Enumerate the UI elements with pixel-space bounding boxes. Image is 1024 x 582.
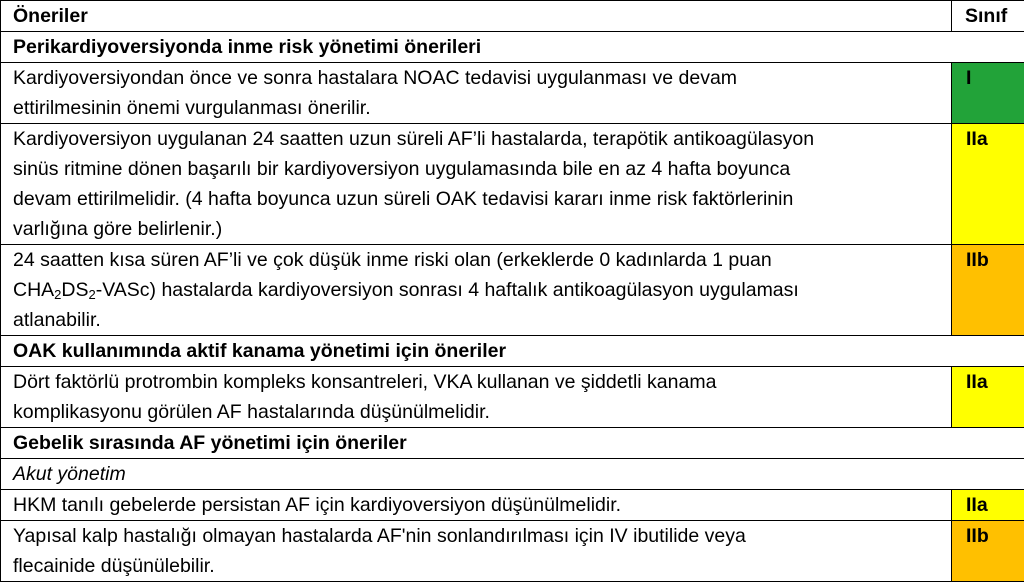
text-line: Dört faktörlü protrombin kompleks konsantreleri, VKA kullanan ve şiddetli kanama [13, 371, 716, 393]
subsection-title: Akut yönetim [1, 459, 1024, 490]
recommendation-row [1, 490, 1024, 521]
text-line: Kardiyoversiyondan önce ve sonra hastalara NOAC tedavisi uygulanması ve devam [13, 67, 737, 89]
section-title-row [1, 428, 1024, 459]
recommendation-row [1, 63, 1024, 124]
text-line: atlanabilir. [13, 309, 101, 331]
subscript: 2 [89, 287, 96, 302]
recommendation-text [1, 63, 952, 124]
text-line: ettirilmesinin önemi vurgulanması önerilir. [13, 97, 371, 119]
class-badge-IIb: IIb [952, 521, 1024, 582]
text-line: sinüs ritmine dönen başarılı bir kardiyoversiyon uygulamasında bile en az 4 hafta boyunca [13, 158, 790, 180]
text-line [13, 279, 799, 301]
header-row [1, 1, 1024, 32]
recommendation-text [1, 124, 952, 245]
section-title-row [1, 32, 1024, 63]
recommendation-row [1, 367, 1024, 428]
score-name-part: DS [61, 279, 88, 301]
text-line: 24 saatten kısa süren AF’li ve çok düşük inme riski olan (erkeklerde 0 kadınlarda 1 puan [13, 249, 772, 271]
subscript: 2 [54, 287, 61, 302]
text-line: devam ettirilmelidir. (4 hafta boyunca uzun süreli OAK tedavisi kararı inme risk faktörlerinin [13, 188, 793, 210]
class-badge-I: I [952, 63, 1024, 124]
section-title: OAK kullanımında aktif kanama yönetimi için öneriler [1, 336, 1024, 367]
recommendation-row [1, 521, 1024, 582]
recommendation-row [1, 124, 1024, 245]
text-line: Yapısal kalp hastalığı olmayan hastalarda AF'nin sonlandırılması için IV ibutilide veya [13, 525, 746, 547]
class-badge-IIa: IIa [952, 124, 1024, 245]
recommendation-text [1, 245, 952, 336]
section-title: Perikardiyoversiyonda inme risk yönetimi önerileri [1, 32, 1024, 63]
section-title-row [1, 336, 1024, 367]
recommendation-text [1, 490, 952, 521]
recommendation-text [1, 367, 952, 428]
score-name-part: CHA [13, 279, 54, 301]
class-badge-IIb: IIb [952, 245, 1024, 336]
section-title: Gebelik sırasında AF yönetimi için öneriler [1, 428, 1024, 459]
text-line: HKM tanılı gebelerde persistan AF için kardiyoversiyon düşünülmelidir. [13, 494, 621, 516]
class-badge-IIa: IIa [952, 367, 1024, 428]
text-segment: -VASc) hastalarda kardiyoversiyon sonrası 4 haftalık antikoagülasyon uygulaması [96, 279, 799, 301]
header-recommendations: Öneriler [1, 1, 952, 32]
recommendation-text [1, 521, 952, 582]
text-line: Kardiyoversiyon uygulanan 24 saatten uzun süreli AF’li hastalarda, terapötik antikoagülasyon [13, 128, 814, 150]
text-line: flecainide düşünülebilir. [13, 555, 215, 577]
recommendation-row [1, 245, 1024, 336]
text-line: komplikasyonu görülen AF hastalarında düşünülmelidir. [13, 401, 490, 423]
text-line: varlığına göre belirlenir.) [13, 218, 222, 240]
subsection-row [1, 459, 1024, 490]
header-class: Sınıf [952, 1, 1024, 32]
class-badge-IIa: IIa [952, 490, 1024, 521]
